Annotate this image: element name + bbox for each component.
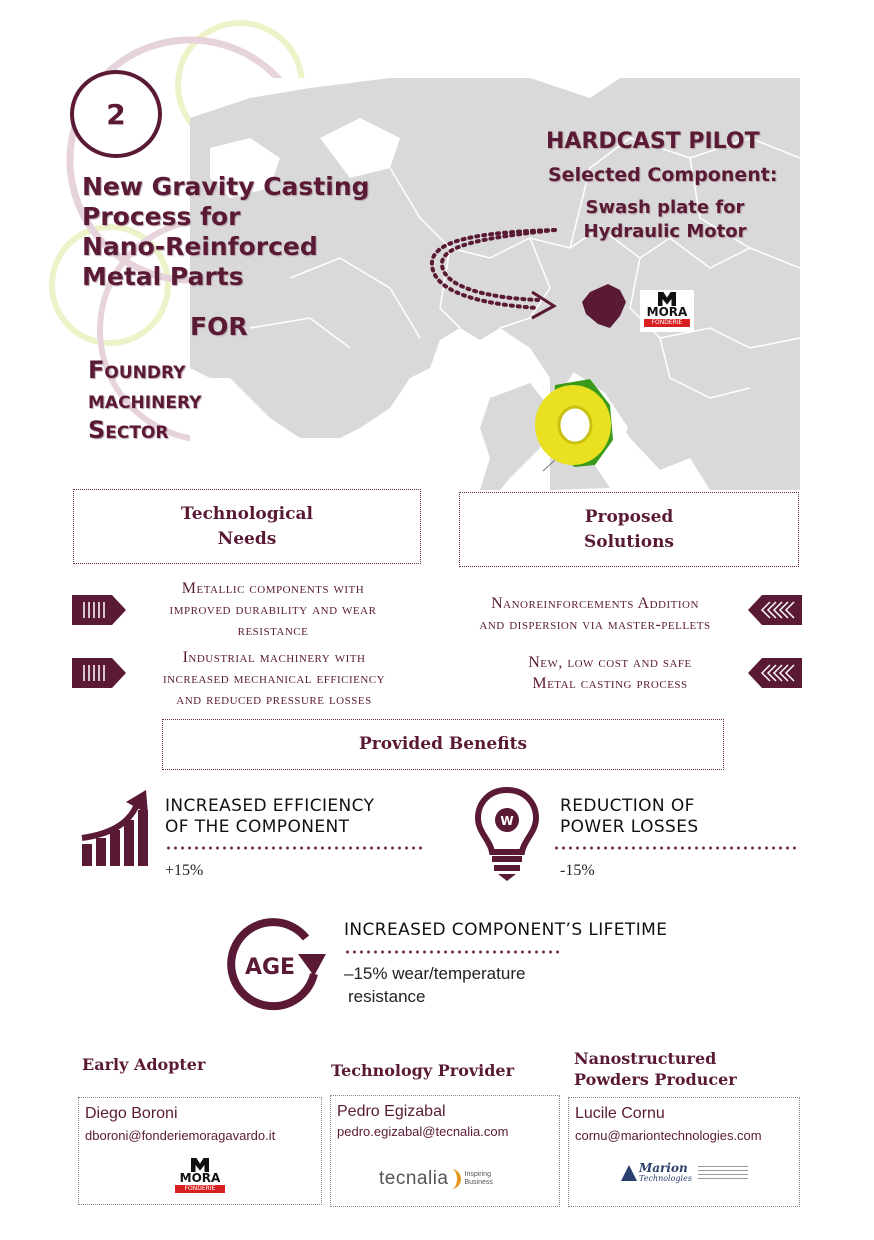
role-powders-line-2: Powders Producer <box>574 1070 737 1089</box>
tecnalia-logo <box>379 1168 493 1190</box>
efficiency-line-2: OF THE COMPONENT <box>165 817 350 837</box>
solutions-title-line-2: Solutions <box>583 531 674 552</box>
title-line-1: New Gravity Casting <box>82 172 370 201</box>
proposed-solutions-box <box>459 492 799 567</box>
solution-1-line-1: Nanoreinforcements Addition <box>491 595 699 612</box>
mora-logo-subtext: FONDERIE <box>644 319 690 327</box>
sector-label <box>88 355 201 445</box>
technological-needs-box <box>73 489 421 564</box>
selected-component-label: Selected Component: <box>548 164 778 186</box>
mora-logo-text: MORA <box>646 305 688 319</box>
provided-benefits-box <box>162 719 724 770</box>
marion-tagline-lines <box>698 1166 748 1180</box>
marion-logo-mark-icon <box>621 1165 637 1181</box>
svg-text:W: W <box>500 814 514 828</box>
mora-footer-logo-subtext: FONDERIE <box>175 1185 225 1193</box>
step-number: 2 <box>106 97 126 131</box>
component-line-1: Swash plate for <box>585 197 745 218</box>
solutions-title-line-1: Proposed <box>584 506 674 527</box>
contact-name: Pedro Egizabal <box>337 1103 446 1120</box>
lightbulb-icon <box>474 786 540 882</box>
title-line-4: Metal Parts <box>82 262 244 291</box>
need-1-line-3: resistance <box>237 622 309 639</box>
tecnalia-tagline-2: Business <box>464 1179 493 1186</box>
marion-logo <box>621 1162 748 1183</box>
marion-logo-wordmark <box>639 1162 692 1183</box>
need-1-line-2: improved durability and wear <box>169 601 377 618</box>
contact-card-technology-provider <box>330 1095 560 1207</box>
solution-item-1 <box>445 593 745 635</box>
growth-chart-icon <box>80 788 156 868</box>
age-cycle-icon <box>218 916 328 1014</box>
mora-footer-logo <box>175 1158 225 1193</box>
need-arrow-icon-2 <box>72 658 126 688</box>
sector-line-2: machinery <box>88 386 202 414</box>
mora-logo-mark <box>658 292 676 306</box>
lifetime-line-2: resistance <box>348 987 426 1006</box>
solution-item-2 <box>465 652 755 694</box>
mora-footer-logo-text: MORA <box>179 1171 221 1185</box>
contact-name: Lucile Cornu <box>575 1105 665 1122</box>
contact-card-early-adopter <box>78 1097 322 1205</box>
contact-email-link[interactable]: pedro.egizabal@tecnalia.com <box>337 1124 509 1139</box>
power-heading <box>560 796 699 838</box>
power-divider <box>553 846 799 850</box>
efficiency-line-1: INCREASED EFFICIENCY <box>165 796 375 816</box>
solution-arrow-icon-2 <box>748 658 802 688</box>
need-2-line-2: increased mechanical efficiency <box>162 670 386 687</box>
power-value: -15% <box>560 862 595 879</box>
efficiency-heading <box>165 796 374 838</box>
tecnalia-tagline-1: Inspiring <box>464 1171 491 1178</box>
solution-arrow-icon-1 <box>748 595 802 625</box>
pilot-name: HARDCAST PILOT <box>546 129 760 154</box>
component-line-2: Hydraulic Motor <box>583 221 747 242</box>
need-arrow-icon-1 <box>72 595 126 625</box>
marion-logo-text: Marion <box>639 1161 688 1175</box>
power-line-2: POWER LOSSES <box>560 817 699 837</box>
tecnalia-logo-text: tecnalia <box>379 1168 449 1189</box>
solution-1-line-2: and dispersion via master-pellets <box>479 616 711 633</box>
step-number-circle <box>70 70 162 158</box>
sector-line-3: Sector <box>88 416 169 444</box>
mora-logo <box>640 290 694 332</box>
need-1-line-1: Metallic components with <box>181 580 365 597</box>
role-technology-provider: Technology Provider <box>331 1061 515 1080</box>
contact-email-link[interactable]: dboroni@fonderiemoragavardo.it <box>85 1128 276 1143</box>
title-line-2: Process for <box>82 202 241 231</box>
need-2-line-3: and reduced pressure losses <box>176 691 372 708</box>
needs-title-line-2: Needs <box>217 528 277 549</box>
dotted-arrow-icon <box>420 220 570 330</box>
contact-name: Diego Boroni <box>85 1105 178 1122</box>
tecnalia-tagline <box>465 1171 493 1187</box>
lifetime-heading: INCREASED COMPONENT’S LIFETIME <box>344 920 668 940</box>
power-line-1: REDUCTION OF <box>560 796 695 816</box>
efficiency-divider <box>165 846 423 850</box>
marion-logo-subtext: Technologies <box>639 1174 692 1183</box>
main-title <box>82 172 372 292</box>
lifetime-line-1: –15% wear/temperature <box>344 964 526 983</box>
solution-2-line-1: New, low cost and safe <box>528 654 692 671</box>
benefits-title: Provided Benefits <box>358 734 528 754</box>
contact-card-powders-producer <box>568 1097 800 1207</box>
for-label: FOR <box>190 312 248 341</box>
age-icon-text: AGE <box>244 955 296 980</box>
need-item-1 <box>128 578 418 641</box>
role-early-adopter: Early Adopter <box>82 1055 206 1074</box>
efficiency-value: +15% <box>165 862 204 879</box>
need-2-line-1: Industrial machinery with <box>182 649 366 666</box>
tecnalia-swoosh-icon <box>451 1169 461 1189</box>
lifetime-divider <box>344 950 560 954</box>
swash-plate-image <box>525 375 625 475</box>
component-description <box>560 196 770 244</box>
role-powders-line-1: Nanostructured <box>574 1049 717 1068</box>
role-powders-producer <box>574 1048 737 1090</box>
contact-email-link[interactable]: cornu@mariontechnologies.com <box>575 1128 762 1143</box>
lifetime-value <box>344 962 525 1008</box>
needs-title-line-1: Technological <box>181 503 313 524</box>
solution-2-line-2: Metal casting process <box>532 675 688 692</box>
sector-line-1: Foundry <box>88 356 186 384</box>
title-line-3: Nano-Reinforced <box>82 232 318 261</box>
need-item-2 <box>124 647 424 710</box>
mora-footer-logo-mark <box>191 1158 209 1172</box>
